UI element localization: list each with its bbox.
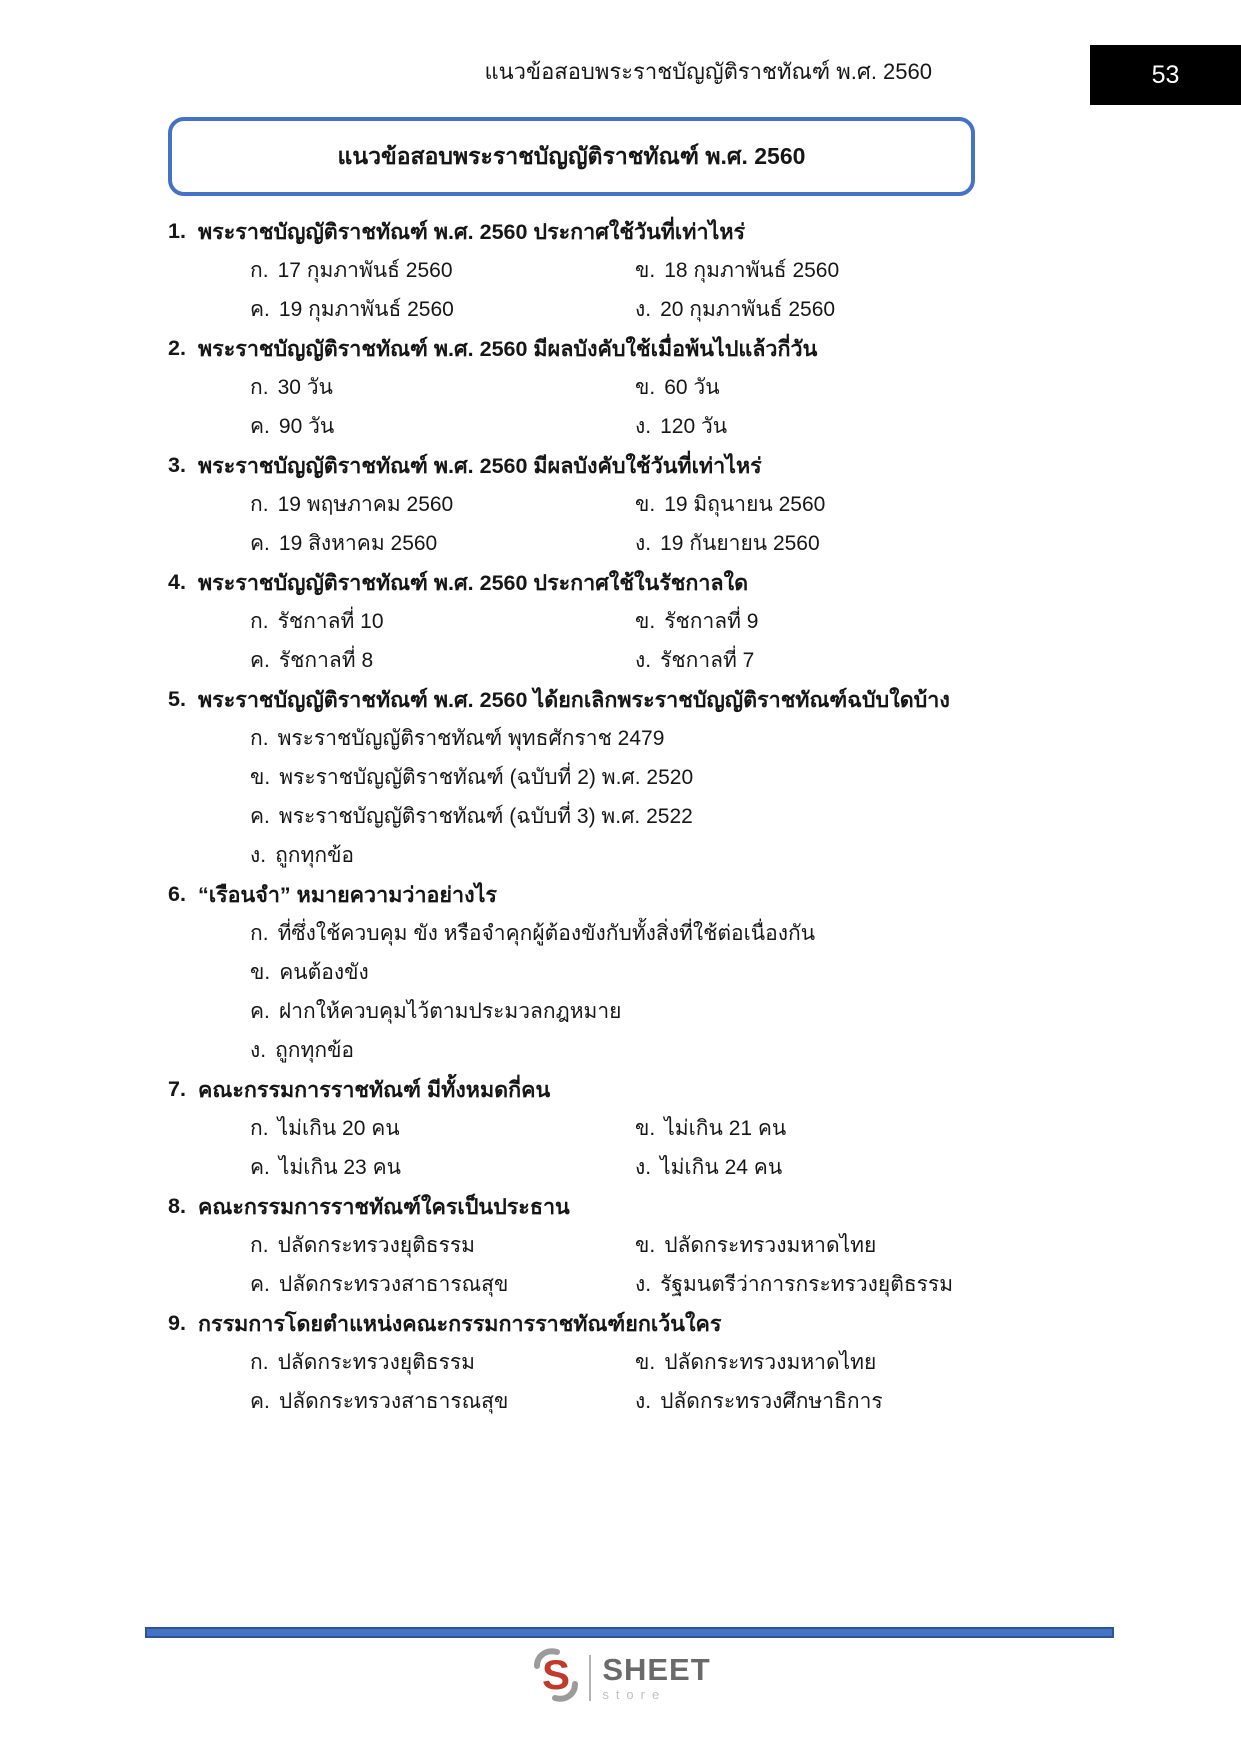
option	[250, 758, 1083, 797]
option	[635, 602, 1083, 641]
option	[635, 251, 1083, 290]
option-label: ข.	[635, 1117, 656, 1140]
option-text: พระราชบัญญัติราชทัณฑ์ (ฉบับที่ 3) พ.ศ. 2522	[278, 805, 693, 828]
option	[250, 1226, 635, 1265]
question-heading	[168, 563, 1083, 602]
option-label: ก.	[250, 259, 269, 282]
question-number: 4.	[168, 570, 186, 594]
option-label: ข.	[250, 961, 271, 984]
question-heading	[168, 875, 1083, 914]
option-label: ข.	[635, 610, 656, 633]
option	[250, 719, 1083, 758]
option	[635, 1265, 1083, 1304]
option	[250, 1265, 635, 1304]
brand-name: SHEET	[602, 1652, 711, 1687]
option-text: พระราชบัญญัติราชทัณฑ์ (ฉบับที่ 2) พ.ศ. 2520	[279, 766, 694, 789]
option-label: ง.	[250, 1039, 267, 1062]
option	[635, 290, 1083, 329]
question-options	[168, 719, 1083, 875]
option-text: 19 มิถุนายน 2560	[664, 493, 826, 516]
page-number-badge	[1090, 45, 1241, 105]
option	[250, 914, 1083, 953]
question-number: 2.	[168, 336, 186, 360]
question-text: พระราชบัญญัติราชทัณฑ์ พ.ศ. 2560 ประกาศใช้ในรัชกาลใด	[198, 570, 749, 595]
question-options	[168, 485, 1083, 563]
option-text: 19 กันยายน 2560	[660, 532, 820, 555]
question-text: คณะกรรมการราชทัณฑ์ใครเป็นประธาน	[198, 1194, 570, 1219]
option-label: ค.	[250, 805, 270, 828]
question-number: 3.	[168, 453, 186, 477]
question-block	[168, 563, 1083, 680]
option-text: 19 สิงหาคม 2560	[278, 532, 438, 555]
option-text: 90 วัน	[278, 415, 335, 438]
option	[635, 1148, 1083, 1187]
question-options	[168, 602, 1083, 680]
option	[635, 1343, 1083, 1382]
option	[250, 290, 635, 329]
option-label: ง.	[635, 415, 652, 438]
option-text: 19 พฤษภาคม 2560	[277, 493, 454, 516]
option-label: ข.	[635, 376, 656, 399]
option-text: 60 วัน	[664, 376, 720, 399]
option-label: ค.	[250, 415, 270, 438]
option	[250, 485, 635, 524]
brand-subtitle: store	[602, 1687, 667, 1702]
question-block	[168, 1304, 1083, 1421]
question-options	[168, 1109, 1083, 1187]
option	[635, 1226, 1083, 1265]
option-label: ก.	[250, 493, 269, 516]
question-options	[168, 368, 1083, 446]
option-label: ง.	[635, 532, 652, 555]
option-label: ค.	[250, 298, 270, 321]
option-label: ค.	[250, 1273, 270, 1296]
question-text: กรรมการโดยตำแหน่งคณะกรรมการราชทัณฑ์ยกเว้นใคร	[198, 1311, 722, 1336]
question-heading	[168, 329, 1083, 368]
option-text: ปลัดกระทรวงสาธารณสุข	[278, 1273, 509, 1296]
option-label: ค.	[250, 1000, 270, 1023]
option	[635, 368, 1083, 407]
option-label: ข.	[635, 259, 656, 282]
option-label: ค.	[250, 649, 270, 672]
option	[635, 1382, 1083, 1421]
option	[635, 1109, 1083, 1148]
option-label: ข.	[250, 766, 271, 789]
question-heading	[168, 1304, 1083, 1343]
option-label: ข.	[635, 493, 656, 516]
option-text: ถูกทุกข้อ	[275, 1039, 355, 1062]
brand-s-icon	[530, 1646, 582, 1709]
option-text: 30 วัน	[277, 376, 333, 399]
option-label: ข.	[635, 1234, 656, 1257]
option-label: ก.	[250, 1351, 269, 1374]
option-text: คนต้องขัง	[279, 961, 369, 984]
option-text: 120 วัน	[660, 415, 728, 438]
option-text: รัชกาลที่ 9	[664, 610, 759, 633]
question-options	[168, 251, 1083, 329]
option-text: รัฐมนตรีว่าการกระทรวงยุติธรรม	[660, 1273, 954, 1296]
question-number: 5.	[168, 687, 186, 711]
option	[635, 485, 1083, 524]
option	[635, 641, 1083, 680]
title-box-text: แนวข้อสอบพระราชบัญญัติราชทัณฑ์ พ.ศ. 2560	[337, 142, 806, 169]
question-number: 7.	[168, 1077, 186, 1101]
question-text: พระราชบัญญัติราชทัณฑ์ พ.ศ. 2560 ได้ยกเลิกพระราชบัญญัติราชทัณฑ์ฉบับใดบ้าง	[198, 687, 950, 712]
option-text: ไม่เกิน 24 คน	[660, 1156, 783, 1179]
question-heading	[168, 1070, 1083, 1109]
option-label: ก.	[250, 727, 269, 750]
option-text: ถูกทุกข้อ	[275, 844, 355, 867]
option-label: ข.	[635, 1351, 656, 1374]
option	[635, 407, 1083, 446]
option-label: ง.	[635, 1156, 652, 1179]
question-block	[168, 680, 1083, 875]
option-text: ไม่เกิน 21 คน	[664, 1117, 787, 1140]
option-text: 17 กุมภาพันธ์ 2560	[277, 259, 453, 282]
questions-list	[168, 212, 1083, 1421]
option	[250, 1109, 635, 1148]
option	[250, 641, 635, 680]
title-box	[168, 117, 975, 196]
option	[250, 992, 1083, 1031]
option-label: ก.	[250, 1234, 269, 1257]
option-text: ปลัดกระทรวงศึกษาธิการ	[660, 1390, 883, 1413]
option	[250, 836, 1083, 875]
option-label: ก.	[250, 610, 269, 633]
option-label: ง.	[635, 1273, 652, 1296]
question-block	[168, 1187, 1083, 1304]
question-block	[168, 875, 1083, 1070]
question-heading	[168, 446, 1083, 485]
option-text: ฝากให้ควบคุมไว้ตามประมวลกฎหมาย	[278, 1000, 622, 1023]
brand-logo	[0, 1646, 1241, 1709]
option-text: ไม่เกิน 23 คน	[278, 1156, 401, 1179]
option	[250, 1343, 635, 1382]
option-text: ปลัดกระทรวงมหาดไทย	[664, 1351, 877, 1374]
option-text: พระราชบัญญัติราชทัณฑ์ พุทธศักราช 2479	[277, 727, 665, 750]
option	[250, 407, 635, 446]
option-label: ค.	[250, 1390, 270, 1413]
option-label: ก.	[250, 1117, 269, 1140]
option-text: 18 กุมภาพันธ์ 2560	[664, 259, 840, 282]
question-heading	[168, 212, 1083, 251]
header-title: แนวข้อสอบพระราชบัญญัติราชทัณฑ์ พ.ศ. 2560	[484, 59, 932, 84]
question-options	[168, 1343, 1083, 1421]
question-text: “เรือนจำ” หมายความว่าอย่างไร	[198, 882, 497, 907]
option	[250, 368, 635, 407]
page-number: 53	[1151, 60, 1180, 89]
question-number: 8.	[168, 1194, 186, 1218]
option	[250, 797, 1083, 836]
option-label: ง.	[250, 844, 267, 867]
question-options	[168, 1226, 1083, 1304]
question-text: พระราชบัญญัติราชทัณฑ์ พ.ศ. 2560 มีผลบังคับใช้เมื่อพ้นไปแล้วกี่วัน	[198, 336, 818, 361]
option	[250, 953, 1083, 992]
question-number: 1.	[168, 219, 186, 243]
option-label: ค.	[250, 532, 270, 555]
question-options	[168, 914, 1083, 1070]
option-text: 20 กุมภาพันธ์ 2560	[660, 298, 836, 321]
question-text: คณะกรรมการราชทัณฑ์ มีทั้งหมดกี่คน	[198, 1077, 551, 1102]
question-block	[168, 329, 1083, 446]
option	[250, 1148, 635, 1187]
option-label: ง.	[635, 1390, 652, 1413]
option-label: ก.	[250, 376, 269, 399]
option	[250, 602, 635, 641]
option	[250, 524, 635, 563]
question-heading	[168, 680, 1083, 719]
option-text: ปลัดกระทรวงมหาดไทย	[664, 1234, 877, 1257]
question-heading	[168, 1187, 1083, 1226]
question-number: 6.	[168, 882, 186, 906]
option-text: ไม่เกิน 20 คน	[277, 1117, 400, 1140]
brand-text	[602, 1654, 710, 1701]
option	[250, 1382, 635, 1421]
option-text: 19 กุมภาพันธ์ 2560	[278, 298, 454, 321]
option-text: รัชกาลที่ 10	[277, 610, 384, 633]
svg-text:S: S	[542, 1651, 571, 1698]
option-text: ปลัดกระทรวงยุติธรรม	[277, 1234, 476, 1257]
option	[250, 1031, 1083, 1070]
option-text: ที่ซึ่งใช้ควบคุม ขัง หรือจำคุกผู้ต้องขังกับทั้งสิ่งที่ใช้ต่อเนื่องกัน	[277, 922, 816, 945]
option-text: รัชกาลที่ 8	[278, 649, 374, 672]
option	[250, 251, 635, 290]
option-text: ปลัดกระทรวงยุติธรรม	[277, 1351, 476, 1374]
question-block	[168, 212, 1083, 329]
question-block	[168, 446, 1083, 563]
option-text: ปลัดกระทรวงสาธารณสุข	[278, 1390, 509, 1413]
question-number: 9.	[168, 1311, 186, 1335]
question-block	[168, 1070, 1083, 1187]
question-text: พระราชบัญญัติราชทัณฑ์ พ.ศ. 2560 ประกาศใช้วันที่เท่าไหร่	[198, 219, 746, 244]
option-text: รัชกาลที่ 7	[660, 649, 755, 672]
question-text: พระราชบัญญัติราชทัณฑ์ พ.ศ. 2560 มีผลบังคับใช้วันที่เท่าไหร่	[198, 453, 762, 478]
option-label: ง.	[635, 298, 652, 321]
brand-divider	[589, 1655, 591, 1701]
option-label: ค.	[250, 1156, 270, 1179]
footer-divider-bar	[145, 1627, 1114, 1638]
option-label: ง.	[635, 649, 652, 672]
option	[635, 524, 1083, 563]
option-label: ก.	[250, 922, 269, 945]
